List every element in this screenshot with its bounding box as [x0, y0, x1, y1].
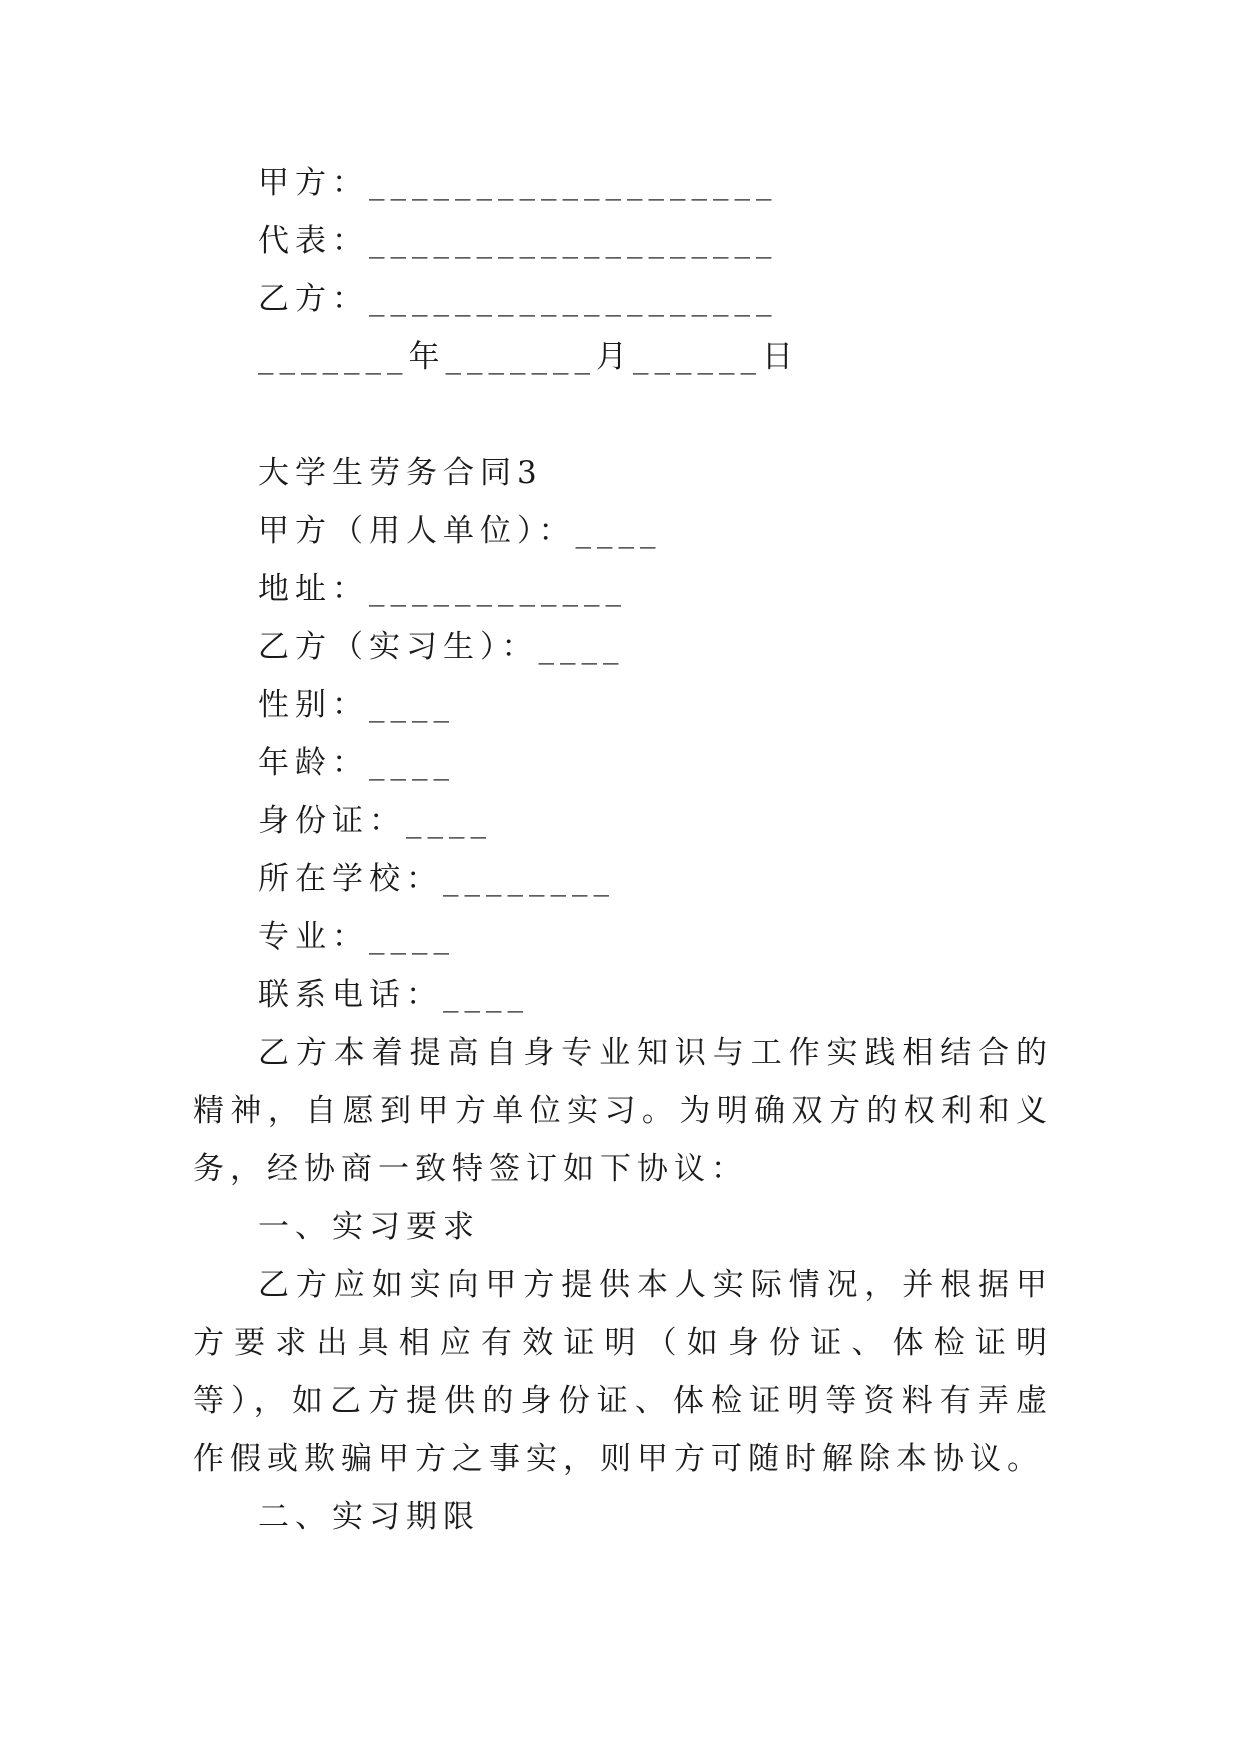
signature-date: _______年_______月______日 — [258, 339, 799, 375]
signature-party-b: 乙方：___________________ — [258, 281, 778, 317]
intro-paragraph: 乙方本着提高自身专业知识与工作实践相结合的精神，自愿到甲方单位实习。为明确双方的权利和义务，经协商一致特签订如下协议： — [193, 1035, 1053, 1187]
field-school: 所在学校：________ — [258, 861, 615, 897]
field-gender: 性别：____ — [258, 687, 455, 723]
field-major: 专业：____ — [258, 919, 455, 955]
contract-title: 大学生劳务合同3 — [258, 455, 543, 491]
section1-paragraph: 乙方应如实向甲方提供本人实际情况，并根据甲方要求出具相应有效证明（如身份证、体检证明等），如乙方提供的身份证、体检证明等资料有弄虚作假或欺骗甲方之事实，则甲方可随时解除本协议。 — [193, 1267, 1053, 1477]
field-phone: 联系电话：____ — [258, 977, 529, 1013]
field-party-a: 甲方（用人单位）：____ — [258, 513, 662, 549]
field-address: 地址：____________ — [258, 571, 627, 607]
section1-heading: 一、实习要求 — [258, 1209, 480, 1245]
signature-party-a: 甲方：___________________ — [258, 165, 778, 201]
field-id-card: 身份证：____ — [258, 803, 492, 839]
field-age: 年龄：____ — [258, 745, 455, 781]
section2-heading: 二、实习期限 — [258, 1499, 480, 1535]
field-party-b: 乙方（实习生）：____ — [258, 629, 625, 665]
signature-representative: 代表：___________________ — [258, 223, 778, 259]
